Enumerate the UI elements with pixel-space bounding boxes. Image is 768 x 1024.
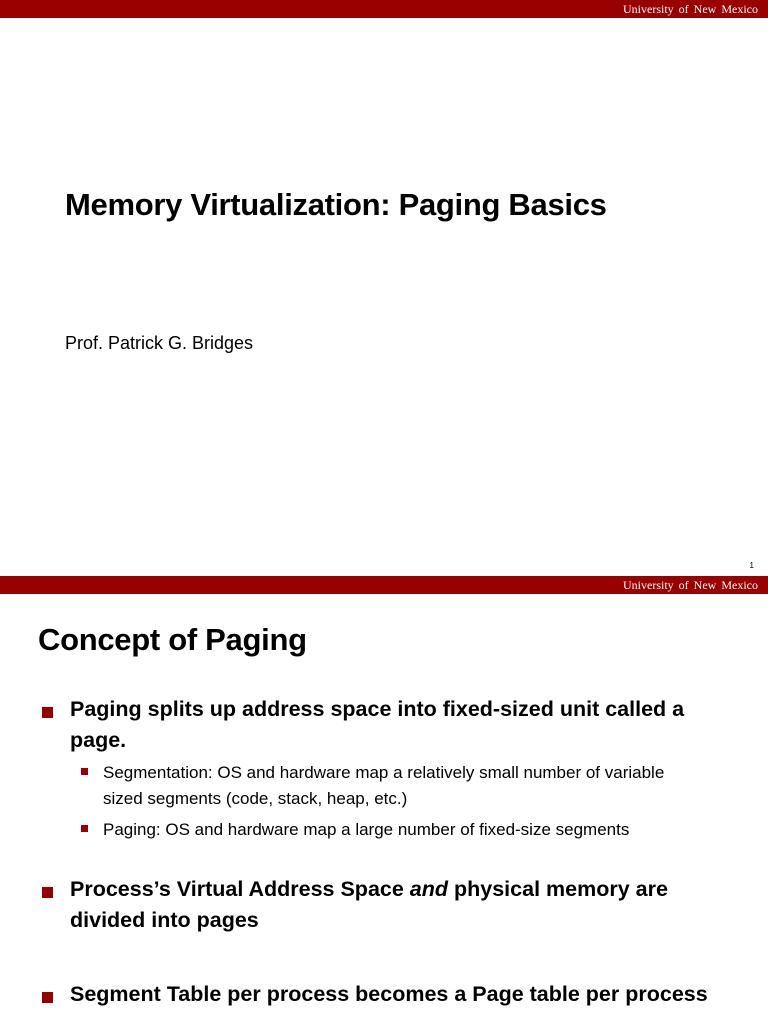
bullet-virtual-address-space xyxy=(70,874,710,936)
bullet-text-start: Process’s Virtual Address Space xyxy=(70,877,410,901)
bullet-square-icon xyxy=(42,992,53,1003)
sub-bullet-paging: Paging: OS and hardware map a large number of fixed-size segments xyxy=(103,820,630,839)
header-bar xyxy=(0,0,768,18)
bullet-segment-table: Segment Table per process becomes a Page table per process xyxy=(70,982,708,1006)
presenter-name: Prof. Patrick G. Bridges xyxy=(65,333,254,353)
header-bar xyxy=(0,576,768,594)
emphasis-word: and xyxy=(409,877,449,901)
bullet-square-icon xyxy=(42,707,53,718)
bullet-square-icon xyxy=(42,887,53,898)
sub-bullet-segmentation: Segmentation: OS and hardware map a relatively small number of variable sized segments (code, stack, heap, etc.) xyxy=(103,763,665,808)
bullet-paging-splits: Paging splits up address space into fixed-sized unit called a page. xyxy=(70,697,685,752)
sub-bullet-square-icon xyxy=(81,768,88,775)
content-slide xyxy=(0,576,768,1024)
bullet-text-end: physical memory are divided into pages xyxy=(70,877,668,932)
slide-number: 1 xyxy=(749,561,754,570)
slide-title: Concept of Paging xyxy=(38,622,307,657)
sub-bullet-square-icon xyxy=(81,825,88,832)
institution-name: University of New Mexico xyxy=(623,578,758,592)
institution-name: University of New Mexico xyxy=(623,2,758,16)
presentation-title: Memory Virtualization: Paging Basics xyxy=(65,187,607,222)
